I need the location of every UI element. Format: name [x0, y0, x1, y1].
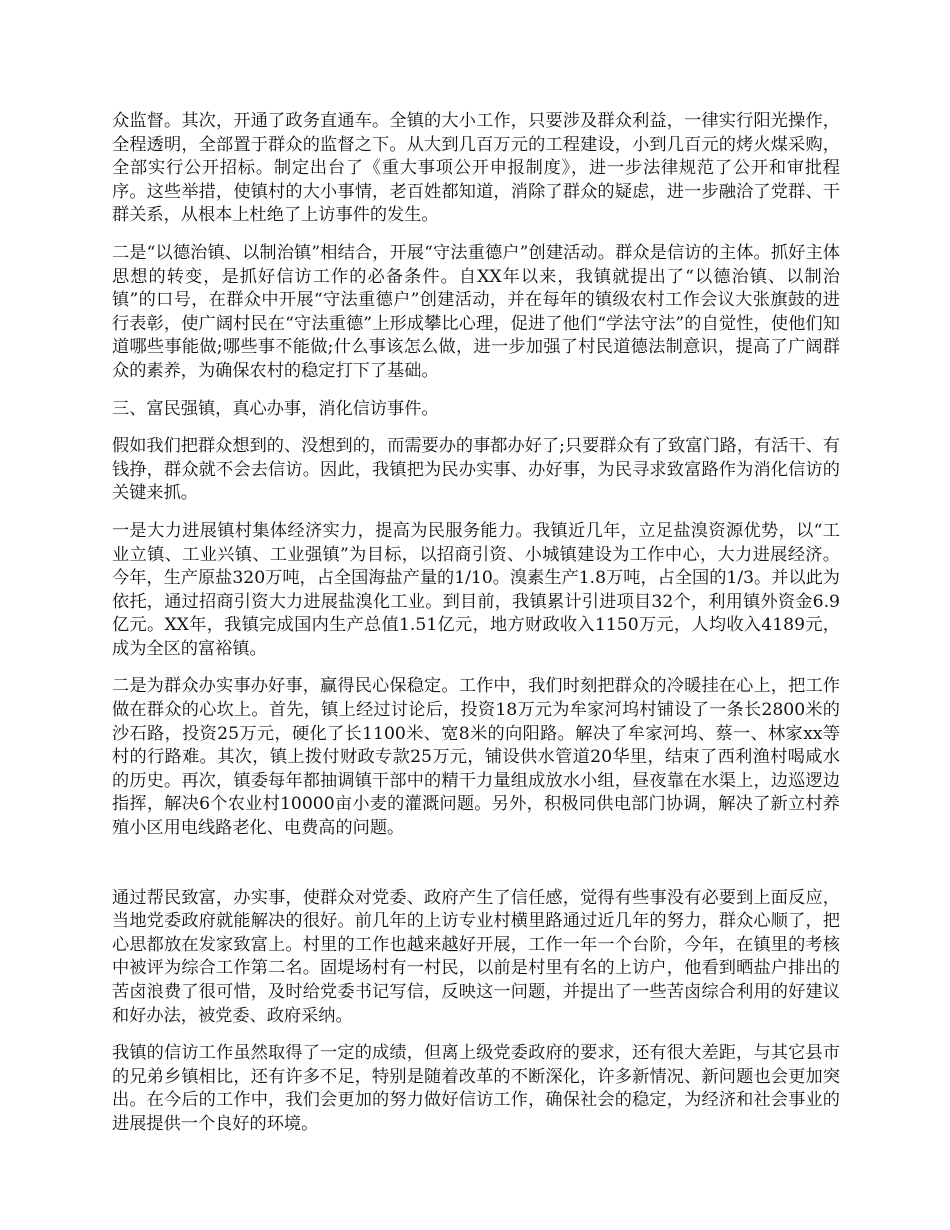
paragraph-6: 二是为群众办实事办好事，赢得民心保稳定。工作中，我们时刻把群众的冷暖挂在心上，把工作做在群众的心坎上。首先，镇上经过讨论后，投资18万元为牟家河坞村铺设了一条长2800米的沙石路，投资25万元，硬化了长1100米、宽8米的向阳路。解决了牟家河坞、蔡一、林家xx等村的行路难。其次，镇上拨付财政专款25万元，铺设供水管道20华里，结束了西利渔村喝咸水的历史。再次，镇委每年都抽调镇干部中的精干力量组成放水小组，昼夜靠在水渠上，边巡逻边指挥，解决6个农业村10000亩小麦的灌溉问题。另外，积极同供电部门协调，解决了新立村养殖小区用电线路老化、电费高的问题。	[112, 676, 840, 839]
section-heading: 三、富民强镇，真心办事，消化信访事件。	[112, 398, 439, 419]
document-body	[112, 110, 840, 1151]
paragraph-7: 通过帮民致富，办实事，使群众对党委、政府产生了信任感，觉得有些事没有必要到上面反应，当地党委政府就能解决的很好。前几年的上访专业村横里路通过近几年的努力，群众心顺了，把心思都放在发家致富上。村里的工作也越来越好开展，工作一年一个台阶，今年，在镇里的考核中被评为综合工作第二名。固堤场村有一村民，以前是村里有名的上访户，他看到晒盐户排出的苦卤浪费了很可惜，及时给党委书记写信，反映这一问题，并提出了一些苦卤综合利用的好建议和好办法，被党委、政府采纳。	[112, 887, 840, 1026]
paragraph-1: 众监督。其次，开通了政务直通车。全镇的大小工作，只要涉及群众利益，一律实行阳光操作，全程透明，全部置于群众的监督之下。从大到几百万元的工程建设，小到几百元的烤火煤采购，全部实行公开招标。制定出台了《重大事项公开申报制度》，进一步法律规范了公开和审批程序。这些举措，使镇村的大小事情，老百姓都知道，消除了群众的疑虑，进一步融洽了党群、干群关系，从根本上杜绝了上访事件的发生。	[112, 111, 840, 226]
paragraph-8: 我镇的信访工作虽然取得了一定的成绩，但离上级党委政府的要求，还有很大差距，与其它县市的兄弟乡镇相比，还有许多不足，特别是随着改革的不断深化，许多新情况、新问题也会更加突出。在今后的工作中，我们会更加的努力做好信访工作，确保社会的稳定，为经济和社会事业的进展提供一个良好的环境。	[112, 1043, 840, 1134]
paragraph-2: 二是“以德治镇、以制治镇”相结合，开展“守法重德户”创建活动。群众是信访的主体。抓好主体思想的转变，是抓好信访工作的必备条件。自XX年以来，我镇就提出了“以德治镇、以制治镇”的口号，在群众中开展“守法重德户”创建活动，并在每年的镇级农村工作会议大张旗鼓的进行表彰，使广阔村民在“守法重德”上形成攀比心理，促进了他们“学法守法”的自觉性，使他们知道哪些事能做;哪些事不能做;什么事该怎么做，进一步加强了村民道德法制意识，提高了广阔群众的素养，为确保农村的稳定打下了基础。	[112, 242, 840, 381]
paragraph-4: 假如我们把群众想到的、没想到的，而需要办的事都办好了;只要群众有了致富门路，有活干、有钱挣，群众就不会去信访。因此，我镇把为民办实事、办好事，为民寻求致富路作为消化信访的关键来抓。	[112, 436, 840, 504]
paragraph-5: 一是大力进展镇村集体经济实力，提高为民服务能力。我镇近几年，立足盐溴资源优势，以“工业立镇、工业兴镇、工业强镇”为目标，以招商引资、小城镇建设为工作中心，大力进展经济。今年，生产原盐320万吨，占全国海盐产量的1/10。溴素生产1.8万吨，占全国的1/3。并以此为依托，通过招商引资大力进展盐溴化工业。到目前，我镇累计引进项目32个，利用镇外资金6.9亿元。XX年，我镇完成国内生产总值1.51亿元，地方财政收入1150万元，人均收入4189元，成为全区的富裕镇。	[112, 520, 840, 659]
